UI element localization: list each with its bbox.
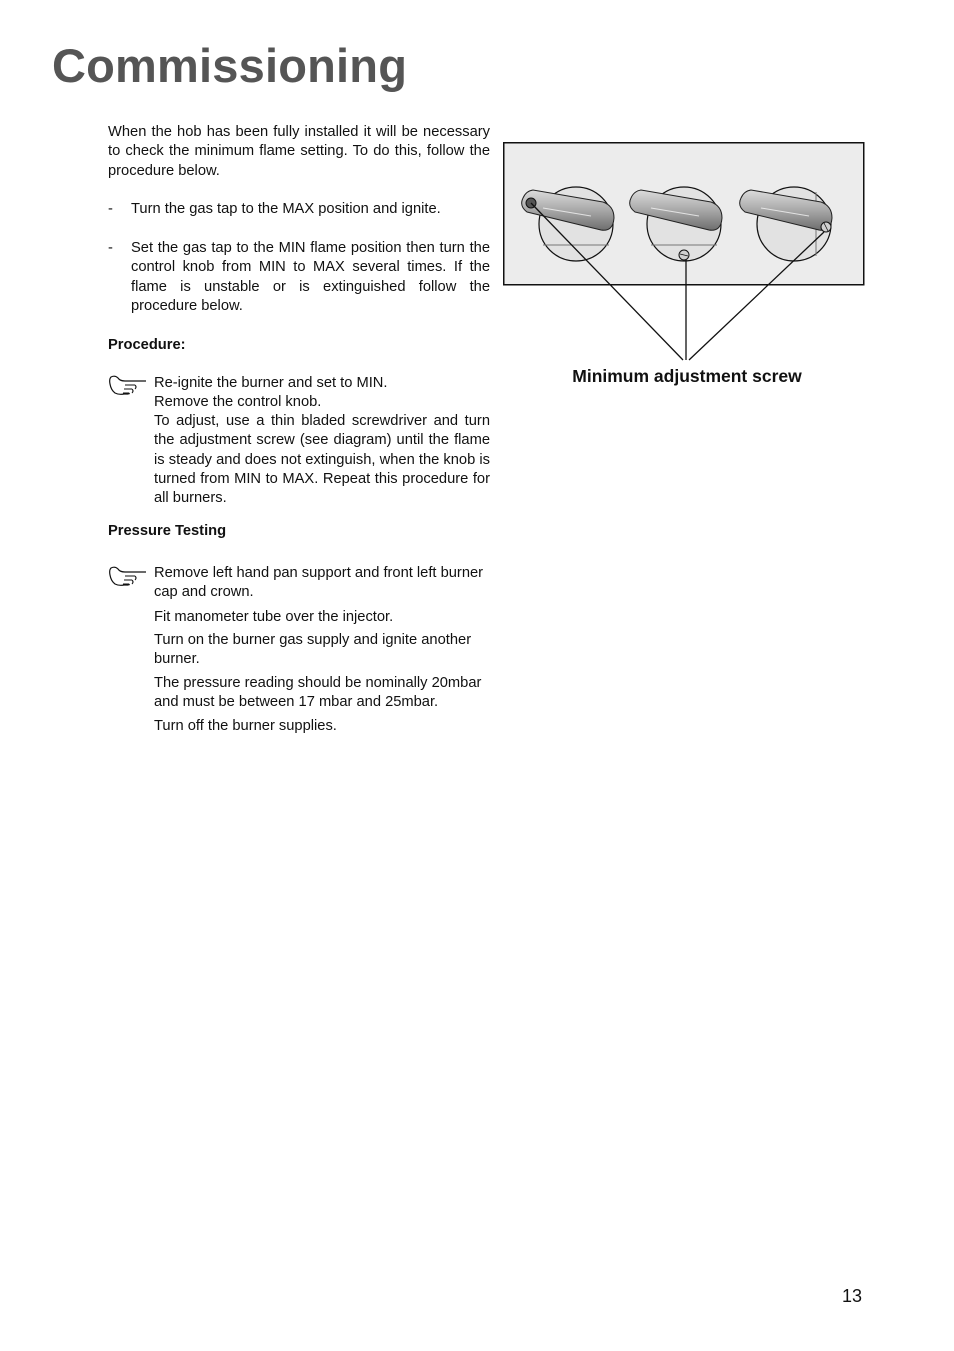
procedure-line: Remove the control knob. bbox=[154, 394, 322, 410]
pressure-line: The pressure reading should be nominally 20mbar and must be between 17 mbar and 25mbar. bbox=[154, 675, 482, 711]
intro-paragraph: When the hob has been fully installed it will be necessary to check the minimum flame setting. To do this, follow the procedure below. bbox=[108, 124, 490, 179]
pointing-hand-icon bbox=[108, 374, 148, 402]
step-text: Set the gas tap to the MIN flame position then turn the control knob from MIN to MAX several times. If the flame is unstable or is extinguished follow the procedure below. bbox=[131, 240, 490, 314]
page-title: Commissioning bbox=[52, 39, 408, 92]
pressure-line: Fit manometer tube over the injector. bbox=[154, 609, 394, 625]
procedure-line: Re-ignite the burner and set to MIN. bbox=[154, 375, 388, 391]
pressure-line: Remove left hand pan support and front left burner cap and crown. bbox=[154, 565, 484, 601]
diagram-caption: Minimum adjustment screw bbox=[572, 366, 802, 386]
procedure-heading: Procedure: bbox=[108, 337, 186, 353]
pressure-testing-heading: Pressure Testing bbox=[108, 523, 227, 539]
pointing-hand-icon bbox=[108, 565, 148, 593]
page-number: 13 bbox=[842, 1286, 863, 1306]
burner-control-diagram bbox=[503, 142, 865, 369]
step-text: Turn the gas tap to the MAX position and ignite. bbox=[131, 201, 441, 217]
step-marker: - bbox=[108, 201, 113, 217]
pressure-line: Turn on the burner gas supply and ignite another burner. bbox=[154, 632, 472, 668]
step-marker: - bbox=[108, 240, 113, 256]
procedure-line: To adjust, use a thin bladed screwdriver and turn the adjustment screw (see diagram) until the flame is steady and does not extinguish, when the knob is turned from MIN to MAX. Repeat this procedure for all burners. bbox=[154, 413, 490, 507]
pressure-line: Turn off the burner supplies. bbox=[154, 718, 337, 734]
